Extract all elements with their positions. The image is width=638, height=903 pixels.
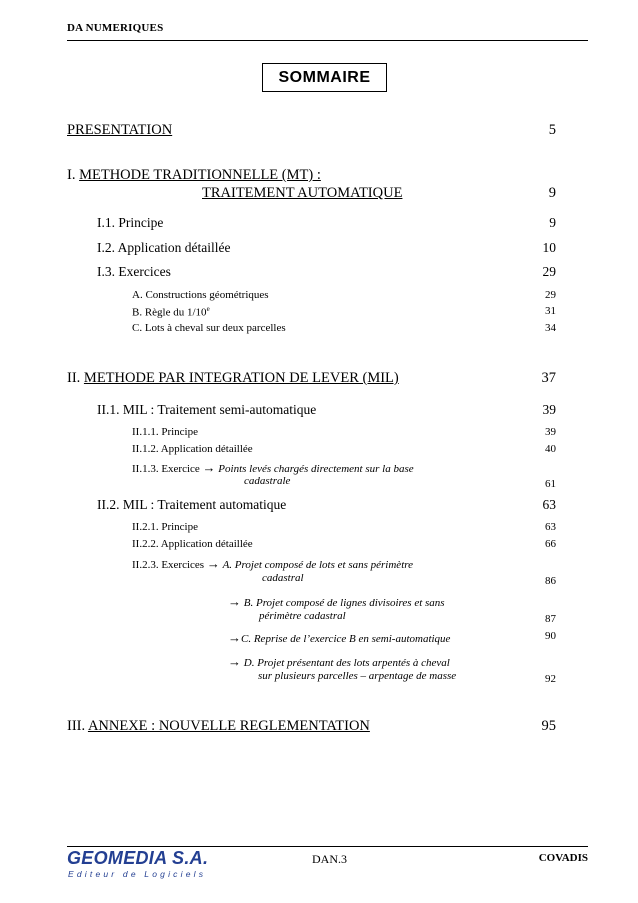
header-divider [67,40,588,41]
toc-page-ex-c: 90 [545,630,556,642]
toc-entry-mt-3b[interactable] [132,305,210,319]
toc-entry-ex-b-line2: périmètre cadastral [259,610,346,622]
toc-page-ex-a: 86 [545,575,556,587]
toc-entry-mt-2[interactable]: I.2. Application détaillée [97,240,231,255]
toc-entry-mil-prefix: II. [67,370,84,386]
toc-entry-mil-1-3-desc2: cadastrale [244,475,291,487]
toc-entry-mt-3b-label: B. Règle du 1/10 [132,306,207,319]
toc-entry-ex-b-label: B. Projet composé de lignes divisoires et sans [243,597,445,609]
toc-entry-mt-line2: TRAITEMENT AUTOMATIQUE [202,185,403,201]
toc-entry-ex-c-label: C. Reprise de l’exercice B en semi-automatique [241,633,451,645]
toc-page-mil-1-3: 61 [545,478,556,490]
toc-entry-ex-d-label: D. Projet présentant des lots arpentés à cheval [243,657,450,669]
footer-divider [67,846,588,847]
toc-entry-mt-3a[interactable]: A. Constructions géométriques [132,289,269,301]
toc-entry-mil-1-3[interactable] [132,460,414,476]
toc-page-presentation: 5 [548,122,556,138]
toc-entry-mil[interactable] [67,370,399,387]
toc-page-mil-2: 63 [542,497,556,512]
toc-entry-mil-1-3-label: II.1.3. Exercice [132,463,200,475]
toc-entry-mil-2-3-label: II.2.3. Exercices [132,559,205,571]
toc-page-annexe: 95 [541,718,556,734]
toc-entry-mt-3c[interactable]: C. Lots à cheval sur deux parcelles [132,322,286,334]
toc-entry-mil-1-3-desc: Points levés chargés directement sur la base [218,463,414,475]
footer-product-name: COVADIS [538,852,588,864]
company-tagline: Editeur de Logiciels [68,869,207,879]
toc-page-ex-d: 92 [545,673,556,685]
toc-entry-presentation[interactable]: PRESENTATION [67,122,173,138]
toc-page-ex-b: 87 [545,613,556,625]
document-header-title: DA NUMERIQUES [67,22,164,34]
toc-page-mt-3: 29 [542,264,556,279]
toc-page-mil-2-1: 63 [545,521,556,533]
toc-page-mt-1: 9 [549,215,556,230]
toc-entry-ex-b[interactable] [228,594,445,610]
toc-entry-ex-c[interactable] [228,630,450,646]
arrow-right-icon: → [228,630,241,645]
toc-entry-annexe-prefix: III. [67,718,88,734]
toc-entry-mil-2-1[interactable]: II.2.1. Principe [132,521,198,533]
toc-entry-annexe[interactable] [67,718,370,735]
footer-page-label: DAN.3 [312,852,347,866]
toc-page-mil-1: 39 [542,402,556,417]
toc-entry-mt-prefix: I. [67,167,80,183]
arrow-right-icon: → [206,556,220,571]
arrow-right-icon: → [228,594,241,609]
toc-page-mt-2: 10 [542,240,556,255]
toc-entry-mil-1[interactable]: II.1. MIL : Traitement semi-automatique [97,402,317,417]
toc-page-mt-3a: 29 [545,289,556,301]
toc-entry-mil-2[interactable]: II.2. MIL : Traitement automatique [97,497,287,512]
toc-entry-mil-1-2[interactable]: II.1.2. Application détaillée [132,443,253,455]
arrow-right-icon: → [228,654,241,669]
toc-page-mt-3b: 31 [545,305,556,317]
toc-page-mil-1-1: 39 [545,426,556,438]
toc-entry-mt-3[interactable]: I.3. Exercices [97,264,171,279]
toc-entry-annexe-label: ANNEXE : NOUVELLE REGLEMENTATION [87,718,370,734]
toc-entry-ex-d-line2: sur plusieurs parcelles – arpentage de masse [258,670,457,682]
toc-entry-ex-a-line2: cadastral [262,572,304,584]
toc-entry-mil-2-2[interactable]: II.2.2. Application détaillée [132,538,253,550]
toc-page-mil-2-2: 66 [545,538,556,550]
toc-page-mil-1-2: 40 [545,443,556,455]
toc-page-mil: 37 [541,370,556,386]
toc-entry-mt-3b-sup: e [206,305,210,313]
toc-entry-ex-d[interactable] [228,654,450,670]
arrow-right-icon: → [202,460,216,475]
toc-entry-mt[interactable] [67,167,321,184]
company-logo: GEOMEDIA S.A. [67,848,209,868]
toc-page-mt: 9 [548,185,556,201]
toc-entry-ex-a: A. Projet composé de lots et sans périmètre [222,559,414,571]
toc-entry-mil-label: METHODE PAR INTEGRATION DE LEVER (MIL) [83,370,399,386]
toc-entry-mil-1-1[interactable]: II.1.1. Principe [132,426,198,438]
toc-entry-mt-1[interactable]: I.1. Principe [97,215,164,230]
toc-entry-mil-2-3[interactable] [132,556,413,572]
toc-title: SOMMAIRE [262,63,387,92]
toc-page-mt-3c: 34 [545,322,556,334]
toc-entry-mt-label: METHODE TRADITIONNELLE (MT) : [79,167,321,183]
